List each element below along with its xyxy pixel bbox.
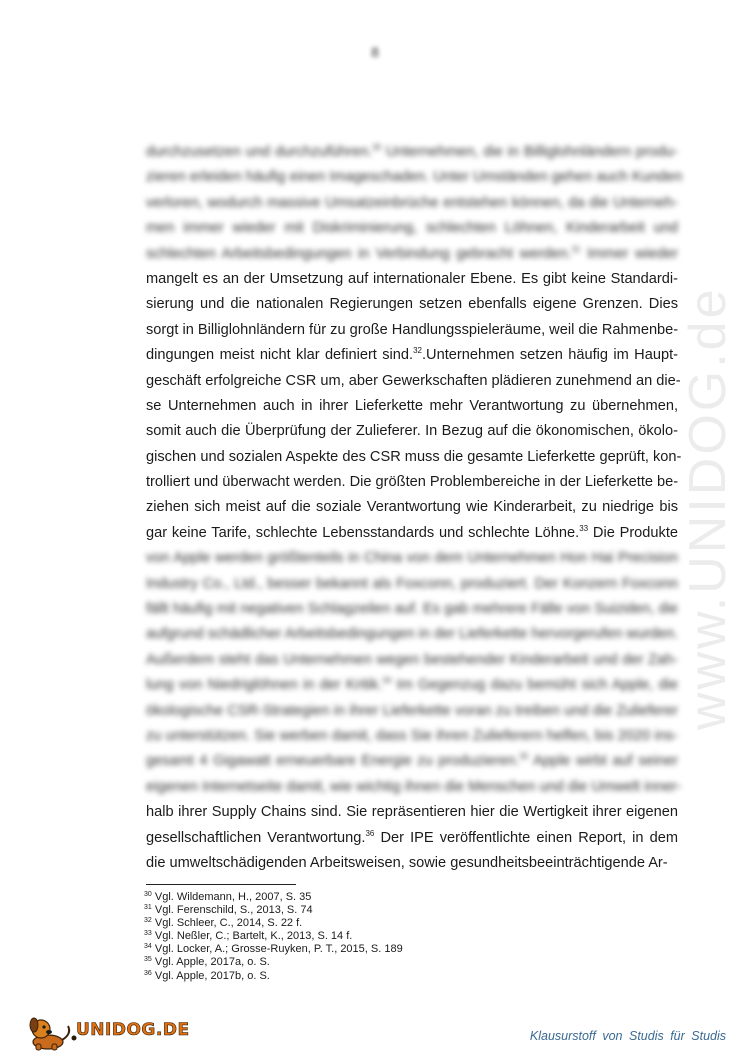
footnote-number: 35 [144, 956, 152, 964]
line-text: dingungen meist nicht klar definiert sind. [146, 347, 414, 364]
line-text: schlechten Arbeitsbedingungen in Verbindung gebracht werden. [146, 245, 572, 262]
text-line [146, 445, 682, 470]
text-line [146, 851, 678, 876]
text-line [146, 597, 678, 622]
footnote-item [144, 917, 403, 930]
text-line [146, 495, 678, 520]
line-text: durchzusetzen und durchzuführen. [146, 144, 373, 160]
footnote-text: Vgl. Apple, 2017a, o. S. [154, 956, 270, 969]
line-text: ökologische CSR-Strategien in ihrer Lieferkette voran zu treiben und die Zulieferer [146, 702, 678, 719]
line-text: gesamt 4 Gigawatt erneuerbare Energie zu produzieren. [146, 753, 520, 770]
text-line [146, 622, 678, 647]
text-line [146, 394, 678, 419]
footnote-divider [146, 884, 296, 885]
footnotes [144, 891, 403, 983]
line-text: die umweltschädigenden Arbeitsweisen, sowie gesundheitsbeeinträchtigende Ar- [146, 854, 668, 871]
footnote-number: 36 [144, 969, 152, 977]
line-text: aufgrund schädlicher Arbeitsbedingungen in der Lieferkette hervorgerufen wurden. [146, 626, 679, 643]
footnote-ref[interactable]: 31 [571, 244, 581, 254]
line-text: gesellschaftlichen Verantwortung. [146, 829, 366, 846]
text-line [146, 521, 678, 546]
unidog-logo[interactable] [24, 1012, 190, 1052]
footnote-ref[interactable]: 30 [372, 143, 382, 152]
text-line [146, 242, 678, 267]
line-text: geschäft erfolgreiche CSR um, aber Gewerkschaften plädieren zunehmend an die- [146, 372, 681, 389]
dog-mascot-icon [24, 1012, 80, 1052]
line-text: verloren, wodurch massive Umsatzeinbrüche entstehen können, da die Unterneh- [146, 194, 678, 211]
line-text: zu unterstützen. Sie werben damit, dass Sie ihren Zulieferern helfen, bis 2020 ins- [146, 727, 678, 744]
footnote-ref[interactable]: 32 [413, 346, 422, 356]
line-text-continued: Apple wirbt auf seiner [528, 753, 678, 770]
footnote-number: 34 [144, 943, 152, 951]
line-text: se Unternehmen auch in ihrer Lieferkette mehr Verantwortung zu übernehmen, [146, 397, 678, 414]
text-line [146, 826, 678, 851]
text-line [146, 369, 681, 394]
text-line [146, 800, 678, 825]
footnote-ref[interactable]: 33 [579, 523, 589, 533]
text-line [146, 648, 678, 673]
footnote-text: Vgl. Apple, 2017b, o. S. [154, 969, 270, 982]
text-line [146, 546, 678, 571]
line-text: Industry Co., Ltd., besser bekannt als Foxconn, produziert. Der Konzern Foxconn [146, 575, 678, 592]
page-number: 8 [371, 44, 379, 60]
footnote-ref[interactable]: 36 [365, 828, 375, 838]
footnote-text: Vgl. Wildemann, H., 2007, S. 35 [154, 891, 312, 903]
line-text: sierung und die nationalen Regierungen setzen ebenfalls eigene Grenzen. Dies [146, 296, 678, 313]
footnote-item [144, 891, 403, 904]
footnote-number: 31 [144, 904, 152, 912]
line-text: Außerdem steht das Unternehmen wegen bestehender Kinderarbeit und der Zah- [146, 651, 678, 668]
text-line [146, 318, 678, 343]
footnote-number: 30 [144, 891, 152, 898]
line-text: zieren erleiden häufig einen Imageschaden. Unter Umständen gehen auch Kunden [146, 169, 683, 186]
footnote-ref[interactable]: 35 [519, 752, 529, 762]
line-text: gar keine Tarife, schlechte Lebensstandards und schlechte Löhne. [146, 524, 580, 541]
text-line [146, 775, 682, 800]
tagline: Klausurstoff von Studis für Studis [529, 1029, 726, 1043]
line-text: halb ihrer Supply Chains sind. Sie repräsentieren hier die Wertigkeit ihrer eigenen [146, 804, 678, 821]
body-text [146, 140, 683, 876]
text-line [146, 343, 678, 368]
footnote-item [144, 904, 403, 917]
text-line [146, 419, 678, 444]
footnote-text: Vgl. Neßler, C.; Bartelt, K., 2013, S. 14 f. [154, 930, 353, 943]
line-text: men immer wieder mit Diskriminierung, schlechten Löhnen, Kinderarbeit und [146, 220, 678, 237]
line-text: somit auch die Überprüfung der Zulieferer. In Bezug auf die ökonomischen, ökolo- [146, 423, 678, 440]
line-text: sorgt in Billiglohnländern für zu große Handlungsspieleräume, weil die Rahmenbe- [146, 321, 679, 338]
text-line [146, 749, 678, 774]
footnote-number: 33 [144, 930, 152, 938]
footnote-item [144, 970, 403, 983]
line-text-continued: Der IPE veröffentlichte einen Report, in dem [374, 829, 678, 846]
footnote-item [144, 956, 403, 969]
footnote-text: Vgl. Locker, A.; Grosse-Ruyken, P. T., 2015, S. 189 [154, 943, 403, 956]
line-text-continued: Unternehmen, die in Billiglohnländern produ- [381, 144, 678, 160]
line-text-continued: Im Gegenzug dazu bemüht sich Apple, die [391, 677, 678, 694]
line-text: trolliert und überwacht werden. Die größten Problembereiche in der Lieferkette be- [146, 474, 679, 491]
text-line [146, 216, 678, 241]
line-text: lung von Niedriglöhnen in der Kritik. [146, 677, 383, 694]
line-text: eigenen Internetseite damit, wie wichtig ihnen die Menschen und die Umwelt inner- [146, 778, 682, 795]
line-text: mangelt es an der Umsetzung auf internationaler Ebene. Es gibt keine Standardi- [146, 270, 678, 287]
footnote-item [144, 930, 403, 943]
text-line [146, 165, 683, 190]
line-text: fällt häufig mit negativen Schlagzeilen auf. Es gab mehrere Fälle von Suiziden, die [146, 601, 678, 618]
logo-text: UNIDOG.DE [76, 1020, 190, 1040]
text-line [146, 724, 678, 749]
footnote-ref[interactable]: 34 [382, 676, 392, 686]
watermark-text: www.UNIDOG.de [679, 286, 737, 730]
line-text-continued: Immer wieder [580, 245, 678, 262]
text-line [146, 699, 678, 724]
text-line [146, 140, 678, 165]
footnote-text: Vgl. Ferenschild, S., 2013, S. 74 [154, 904, 313, 917]
text-line [146, 191, 678, 216]
line-text-continued: Die Produkte [588, 524, 679, 541]
footnote-item [144, 943, 403, 956]
text-line [146, 673, 678, 698]
footnote-text: Vgl. Schleer, C., 2014, S. 22 f. [154, 917, 303, 930]
text-line [146, 572, 678, 597]
line-text: gischen und sozialen Aspekte des CSR muss die gesamte Lieferkette geprüft, kon- [146, 448, 682, 465]
line-text: ziehen sich meist auf die soziale Verantwortung wie Kinderarbeit, zu niedrige bis [146, 499, 678, 516]
line-text: von Apple werden größtenteils in China von dem Unternehmen Hon Hai Precision [146, 550, 678, 567]
text-line [146, 470, 678, 495]
text-line [146, 292, 678, 317]
line-text-continued: .Unternehmen setzen häufig im Haupt- [421, 347, 678, 364]
text-line [146, 267, 678, 292]
footnote-number: 32 [144, 917, 152, 925]
